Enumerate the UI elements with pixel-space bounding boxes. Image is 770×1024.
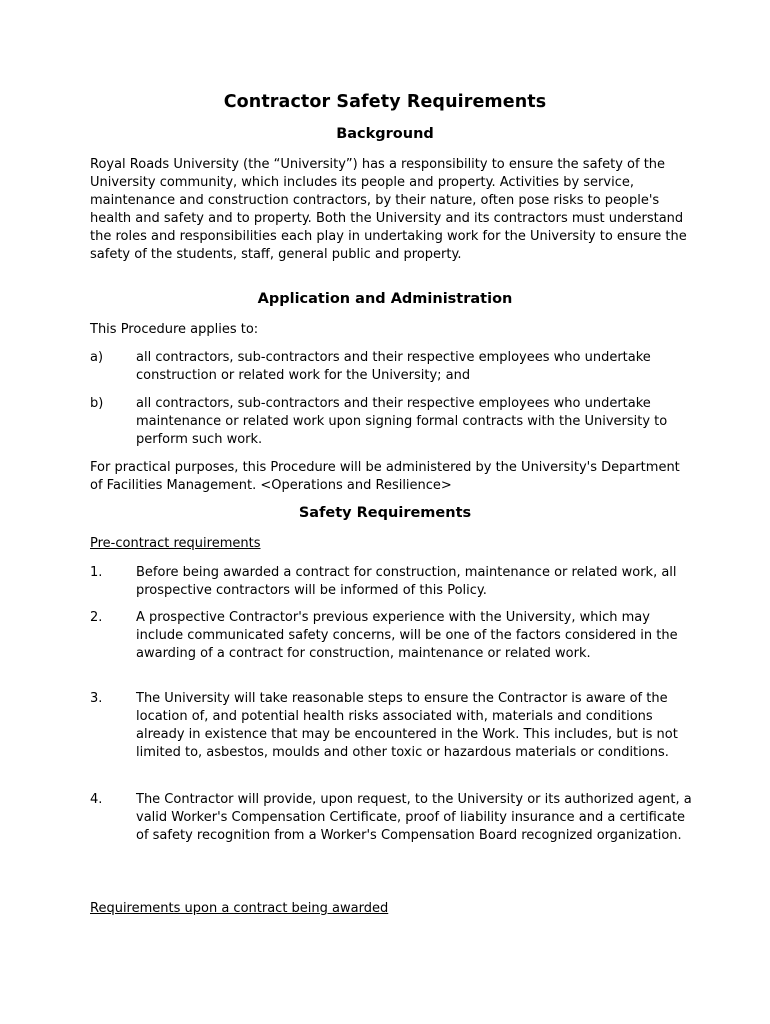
list-marker-2: 2. [90,610,103,625]
application-item-a: all contractors, sub-contractors and their respective employees who undertake construction or related work for the University; and [136,350,651,383]
list-marker-1: 1. [90,565,103,580]
list-marker-a: a) [90,350,104,365]
document-title: Contractor Safety Requirements [223,92,547,112]
application-heading: Application and Administration [257,291,513,307]
safety-item-4: The Contractor will provide, upon request, to the University or its authorized agent, a valid Worker's Compensation Certificate, proof of liability insurance and a certificate of safety recognition from a Worker's Compensation Board recognized organization. [136,792,692,843]
background-heading: Background [336,126,434,142]
list-marker-b: b) [90,396,104,411]
application-item-b: all contractors, sub-contractors and their respective employees who undertake maintenance or related work upon signing formal contracts with the University to perform such work. [136,396,668,447]
application-closing: For practical purposes, this Procedure will be administered by the University's Department of Facilities Management. <Operations and Resilience> [90,460,680,493]
list-marker-3: 3. [90,691,103,706]
application-intro: This Procedure applies to: [90,322,259,337]
safety-item-3: The University will take reasonable steps to ensure the Contractor is aware of the location of, and potential health risks associated with, materials and conditions already in existence that may be encountered in the Work. This includes, but is not limited to, asbestos, moulds and other toxic or hazardous materials or conditions. [136,691,678,760]
safety-item-1: Before being awarded a contract for construction, maintenance or related work, all prospective contractors will be informed of this Policy. [136,565,677,598]
pre-contract-heading: Pre-contract requirements [90,536,261,551]
safety-item-2: A prospective Contractor's previous experience with the University, which may include communicated safety concerns, will be one of the factors considered in the awarding of a contract for construction, maintenance or related work. [136,610,678,661]
safety-heading: Safety Requirements [298,505,472,521]
background-paragraph: Royal Roads University (the “University”) has a responsibility to ensure the safety of the University community, which includes its people and property. Activities by service, maintenance and construction contractors, by their nature, often pose risks to people's health and safety and to property. Both the University and its contractors must understand the roles and responsibilities each play in undertaking work for the University to ensure the safety of the students, staff, general public and property. [90,157,687,262]
list-marker-4: 4. [90,792,103,807]
awarded-heading: Requirements upon a contract being awarded [90,901,389,916]
